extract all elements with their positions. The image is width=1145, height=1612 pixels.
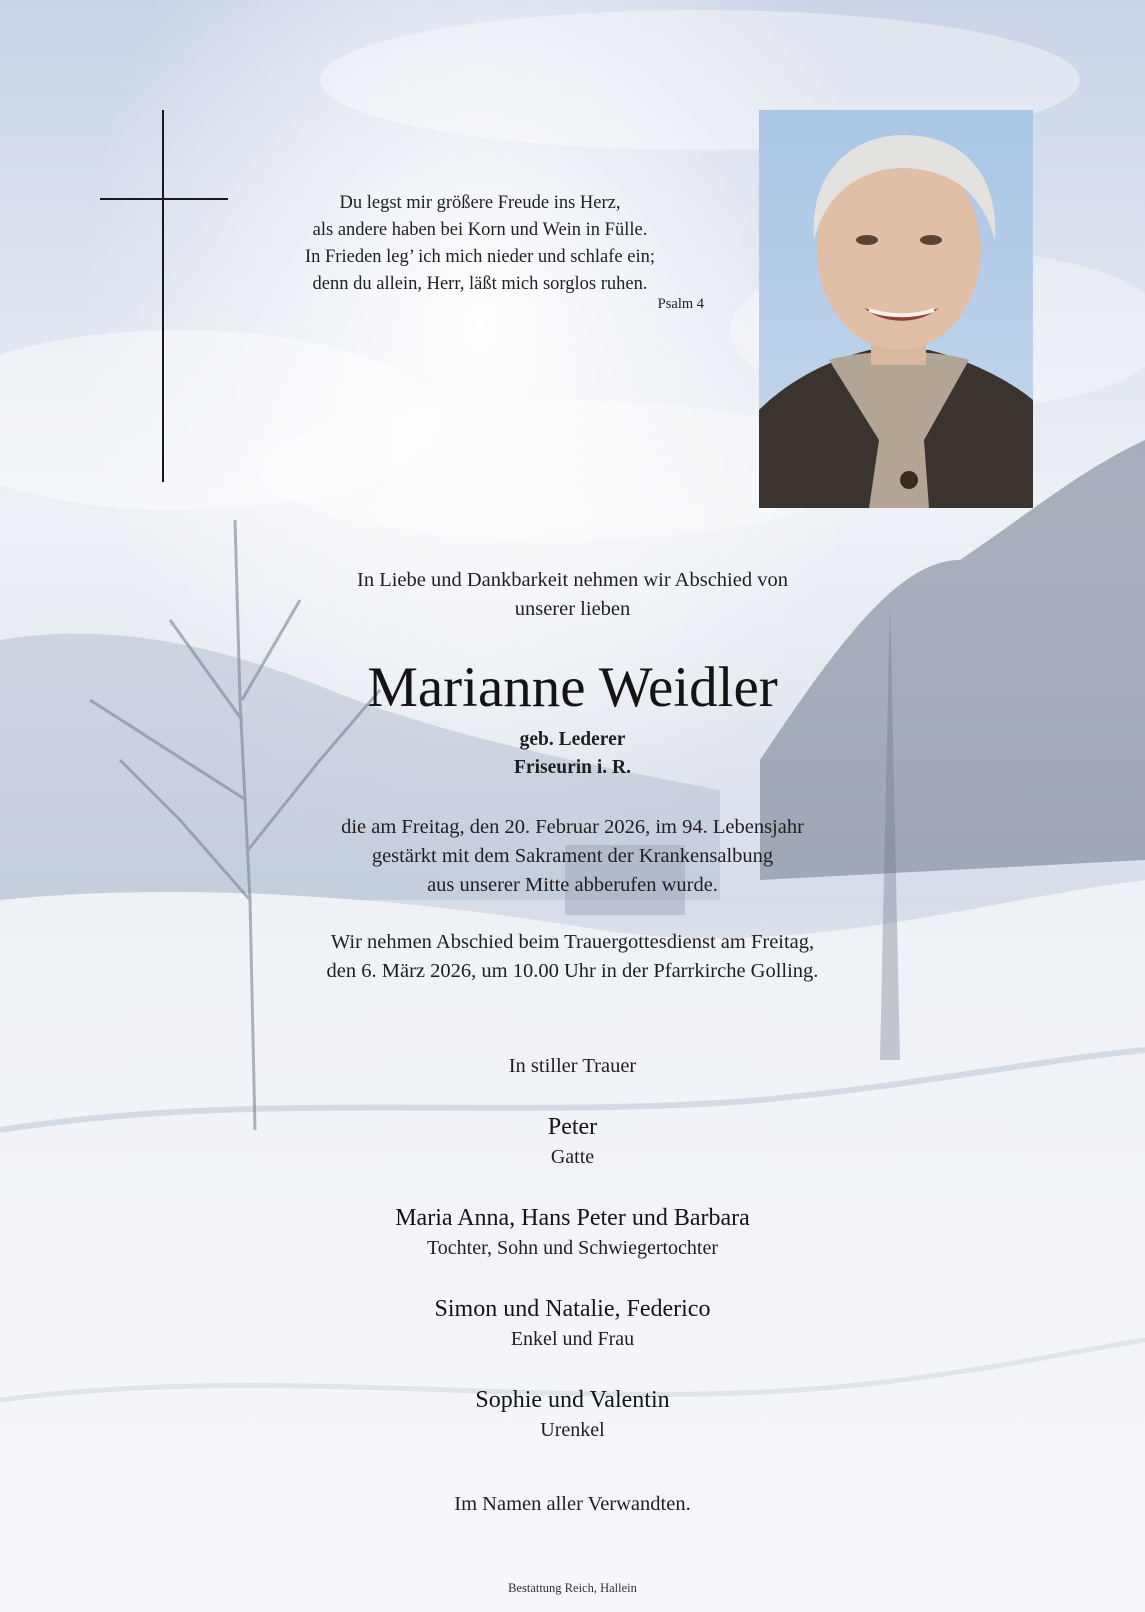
intro-text bbox=[200, 566, 945, 624]
death-line: gestärkt mit dem Sakrament der Krankensalbung bbox=[371, 845, 774, 867]
death-announcement bbox=[200, 813, 945, 900]
verse-line: In Frieden leg’ ich mich nieder und schlafe ein; bbox=[304, 247, 655, 267]
deceased-name: Marianne Weidler bbox=[367, 656, 778, 719]
service-line: Wir nehmen Abschied beim Trauergottesdienst am Freitag, bbox=[330, 931, 815, 953]
profession: Friseurin i. R. bbox=[514, 757, 631, 778]
mourner-relation: Tochter, Sohn und Schwiegertochter bbox=[426, 1237, 719, 1259]
service-line: den 6. März 2026, um 10.00 Uhr in der Pfarrkirche Golling. bbox=[326, 960, 819, 982]
funeral-home-credit: Bestattung Reich, Hallein bbox=[508, 1581, 637, 1595]
cross-vertical bbox=[162, 110, 164, 482]
verse-line: als andere haben bei Korn und Wein in Fülle. bbox=[312, 220, 648, 240]
mourner-relation: Urenkel bbox=[540, 1419, 605, 1441]
portrait-photo bbox=[759, 110, 1033, 508]
verse-line: denn du allein, Herr, läßt mich sorglos ruhen. bbox=[312, 274, 648, 294]
verse-line: Du legst mir größere Freude ins Herz, bbox=[339, 193, 621, 213]
psalm-verse bbox=[250, 190, 710, 298]
mourner-name: Maria Anna, Hans Peter und Barbara bbox=[395, 1205, 750, 1231]
mourner-relation: Enkel und Frau bbox=[510, 1328, 635, 1350]
mourner-entry bbox=[200, 1294, 945, 1353]
death-line: aus unserer Mitte abberufen wurde. bbox=[427, 874, 718, 896]
intro-line: In Liebe und Dankbarkeit nehmen wir Abschied von bbox=[357, 569, 788, 591]
closing-line: Im Namen aller Verwandten. bbox=[454, 1493, 691, 1515]
deceased-details bbox=[200, 726, 945, 782]
grief-heading: In stiller Trauer bbox=[508, 1055, 637, 1077]
verse-source: Psalm 4 bbox=[657, 296, 704, 312]
cross-horizontal bbox=[100, 198, 228, 200]
mourner-name: Simon und Natalie, Federico bbox=[434, 1296, 711, 1322]
mourner-name: Peter bbox=[547, 1114, 598, 1140]
mourner-entry bbox=[200, 1203, 945, 1262]
mourner-name: Sophie und Valentin bbox=[475, 1387, 670, 1413]
mourner-entry bbox=[200, 1385, 945, 1444]
intro-line: unserer lieben bbox=[514, 598, 631, 620]
mourner-entry bbox=[200, 1112, 945, 1171]
mourner-relation: Gatte bbox=[550, 1146, 595, 1168]
portrait-illustration bbox=[759, 110, 1033, 508]
maiden-name: geb. Lederer bbox=[519, 729, 626, 750]
death-line: die am Freitag, den 20. Februar 2026, im 94. Lebensjahr bbox=[341, 816, 804, 838]
service-info bbox=[200, 928, 945, 986]
